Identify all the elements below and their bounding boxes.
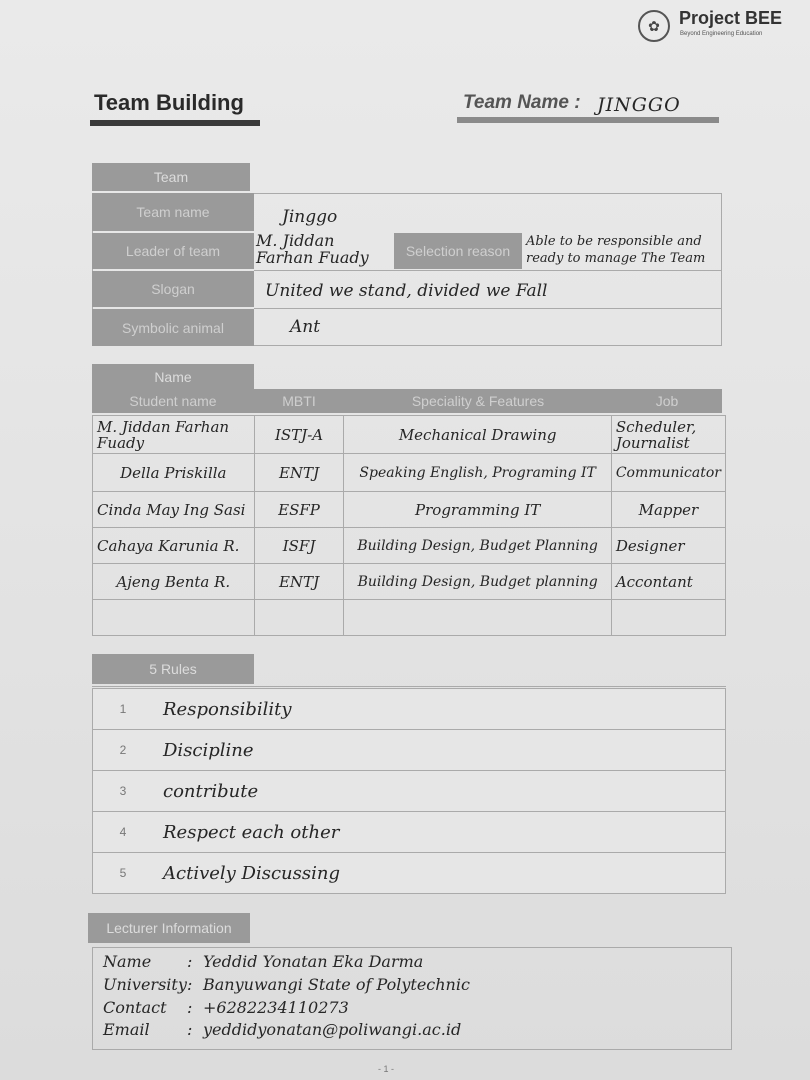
- rule-text: Actively Discussing: [163, 863, 340, 884]
- rules-section-header: 5 Rules: [92, 654, 254, 684]
- lecturer-email-line: [103, 1020, 461, 1039]
- logo-title: Project BEE: [679, 8, 783, 28]
- members-table: [92, 415, 726, 636]
- speciality: Building Design, Budget planning: [344, 564, 611, 600]
- rule-number: 2: [119, 743, 127, 757]
- project-bee-logo: [638, 6, 808, 46]
- table-row: [93, 416, 726, 454]
- job: Designer: [611, 528, 725, 564]
- page-number: - 1 -: [378, 1064, 395, 1074]
- rule-row: [92, 688, 726, 730]
- column-header: Student name: [129, 393, 217, 409]
- divider: [92, 686, 726, 687]
- student-name: Ajeng Benta R.: [93, 564, 255, 600]
- team-name-label: Team Name :: [463, 92, 581, 113]
- lecturer-key: University: [103, 975, 187, 994]
- student-name: M. Jiddan Farhan Fuady: [93, 416, 255, 454]
- lecturer-value: Yeddid Yonatan Eka Darma: [203, 952, 424, 971]
- lecturer-info-box: [92, 947, 732, 1050]
- speciality: Building Design, Budget Planning: [344, 528, 611, 564]
- members-section-header: Name: [92, 364, 254, 390]
- divider: [254, 308, 722, 309]
- mbti: ISFJ: [254, 528, 344, 564]
- leader-field-label: Leader of team: [92, 233, 254, 269]
- table-row: [93, 492, 726, 528]
- rule-row: [92, 729, 726, 771]
- table-row: [93, 600, 726, 636]
- speciality: Programming IT: [344, 492, 611, 528]
- rule-number: 3: [119, 784, 127, 798]
- lecturer-value: Banyuwangi State of Polytechnic: [203, 975, 470, 994]
- lecturer-value: +6282234110273: [203, 998, 349, 1017]
- logo-subtitle: Beyond Engineering Education: [680, 31, 763, 37]
- rule-text: Responsibility: [163, 699, 292, 720]
- student-name: Cahaya Karunia R.: [93, 528, 255, 564]
- lecturer-value: yeddidyonatan@poliwangi.ac.id: [203, 1020, 462, 1039]
- rule-text: Discipline: [163, 740, 254, 761]
- title-underline: [90, 120, 260, 126]
- colon: :: [187, 1020, 193, 1039]
- job: Scheduler, Journalist: [611, 416, 725, 454]
- lecturer-section-header: Lecturer Information: [88, 913, 250, 943]
- column-header: MBTI: [282, 393, 316, 409]
- student-name: Cinda May Ing Sasi: [93, 492, 255, 528]
- table-row: [93, 564, 726, 600]
- mbti: [254, 600, 344, 636]
- bee-emblem-icon: ✿: [638, 10, 670, 42]
- animal-field-value: Ant: [290, 317, 321, 337]
- leader-field-value: M. Jiddan Farhan Fuady: [256, 231, 369, 267]
- rule-row: [92, 770, 726, 812]
- lecturer-key: Email: [103, 1020, 150, 1039]
- members-table-header: [92, 389, 722, 413]
- mbti: ENTJ: [254, 564, 344, 600]
- speciality: Speaking English, Programing IT: [344, 454, 611, 492]
- team-name-field-label: Team name: [92, 193, 254, 231]
- team-name-underline: [457, 117, 719, 123]
- speciality: Mechanical Drawing: [344, 416, 611, 454]
- rule-number: 5: [119, 866, 127, 880]
- team-name-value: JINGGO: [597, 94, 681, 116]
- speciality: [344, 600, 611, 636]
- lecturer-key: Contact: [103, 998, 167, 1017]
- lecturer-university-line: [103, 975, 470, 994]
- slogan-field-label: Slogan: [92, 271, 254, 307]
- column-header: Speciality & Features: [411, 393, 545, 409]
- table-row: [93, 528, 726, 564]
- rule-number: 4: [119, 825, 127, 839]
- rule-row: [92, 811, 726, 853]
- team-section-header: Team: [92, 163, 250, 191]
- job: [611, 600, 725, 636]
- rule-row: [92, 852, 726, 894]
- student-name: [93, 600, 255, 636]
- mbti: ENTJ: [254, 454, 344, 492]
- lecturer-name-line: [103, 952, 423, 971]
- animal-field-label: Symbolic animal: [92, 309, 254, 346]
- colon: :: [187, 998, 193, 1017]
- table-row: [93, 454, 726, 492]
- page-title: Team Building: [94, 90, 244, 115]
- slogan-field-value: United we stand, divided we Fall: [265, 281, 548, 301]
- job: Accontant: [611, 564, 725, 600]
- team-name-field-value: Jinggo: [282, 207, 338, 227]
- student-name: Della Priskilla: [93, 454, 255, 492]
- job: Mapper: [611, 492, 725, 528]
- rule-number: 1: [119, 702, 127, 716]
- mbti: ESFP: [254, 492, 344, 528]
- selection-reason-label: Selection reason: [394, 233, 522, 269]
- lecturer-contact-line: [103, 998, 349, 1017]
- colon: :: [187, 952, 193, 971]
- lecturer-key: Name: [103, 952, 152, 971]
- job: Communicator: [611, 454, 725, 492]
- rule-text: Respect each other: [163, 822, 340, 843]
- mbti: ISTJ-A: [254, 416, 344, 454]
- rule-text: contribute: [163, 781, 259, 802]
- divider: [254, 270, 722, 271]
- column-header: Job: [655, 393, 679, 409]
- colon: :: [187, 975, 193, 994]
- selection-reason-value: Able to be responsible and ready to manage The Team: [526, 234, 706, 266]
